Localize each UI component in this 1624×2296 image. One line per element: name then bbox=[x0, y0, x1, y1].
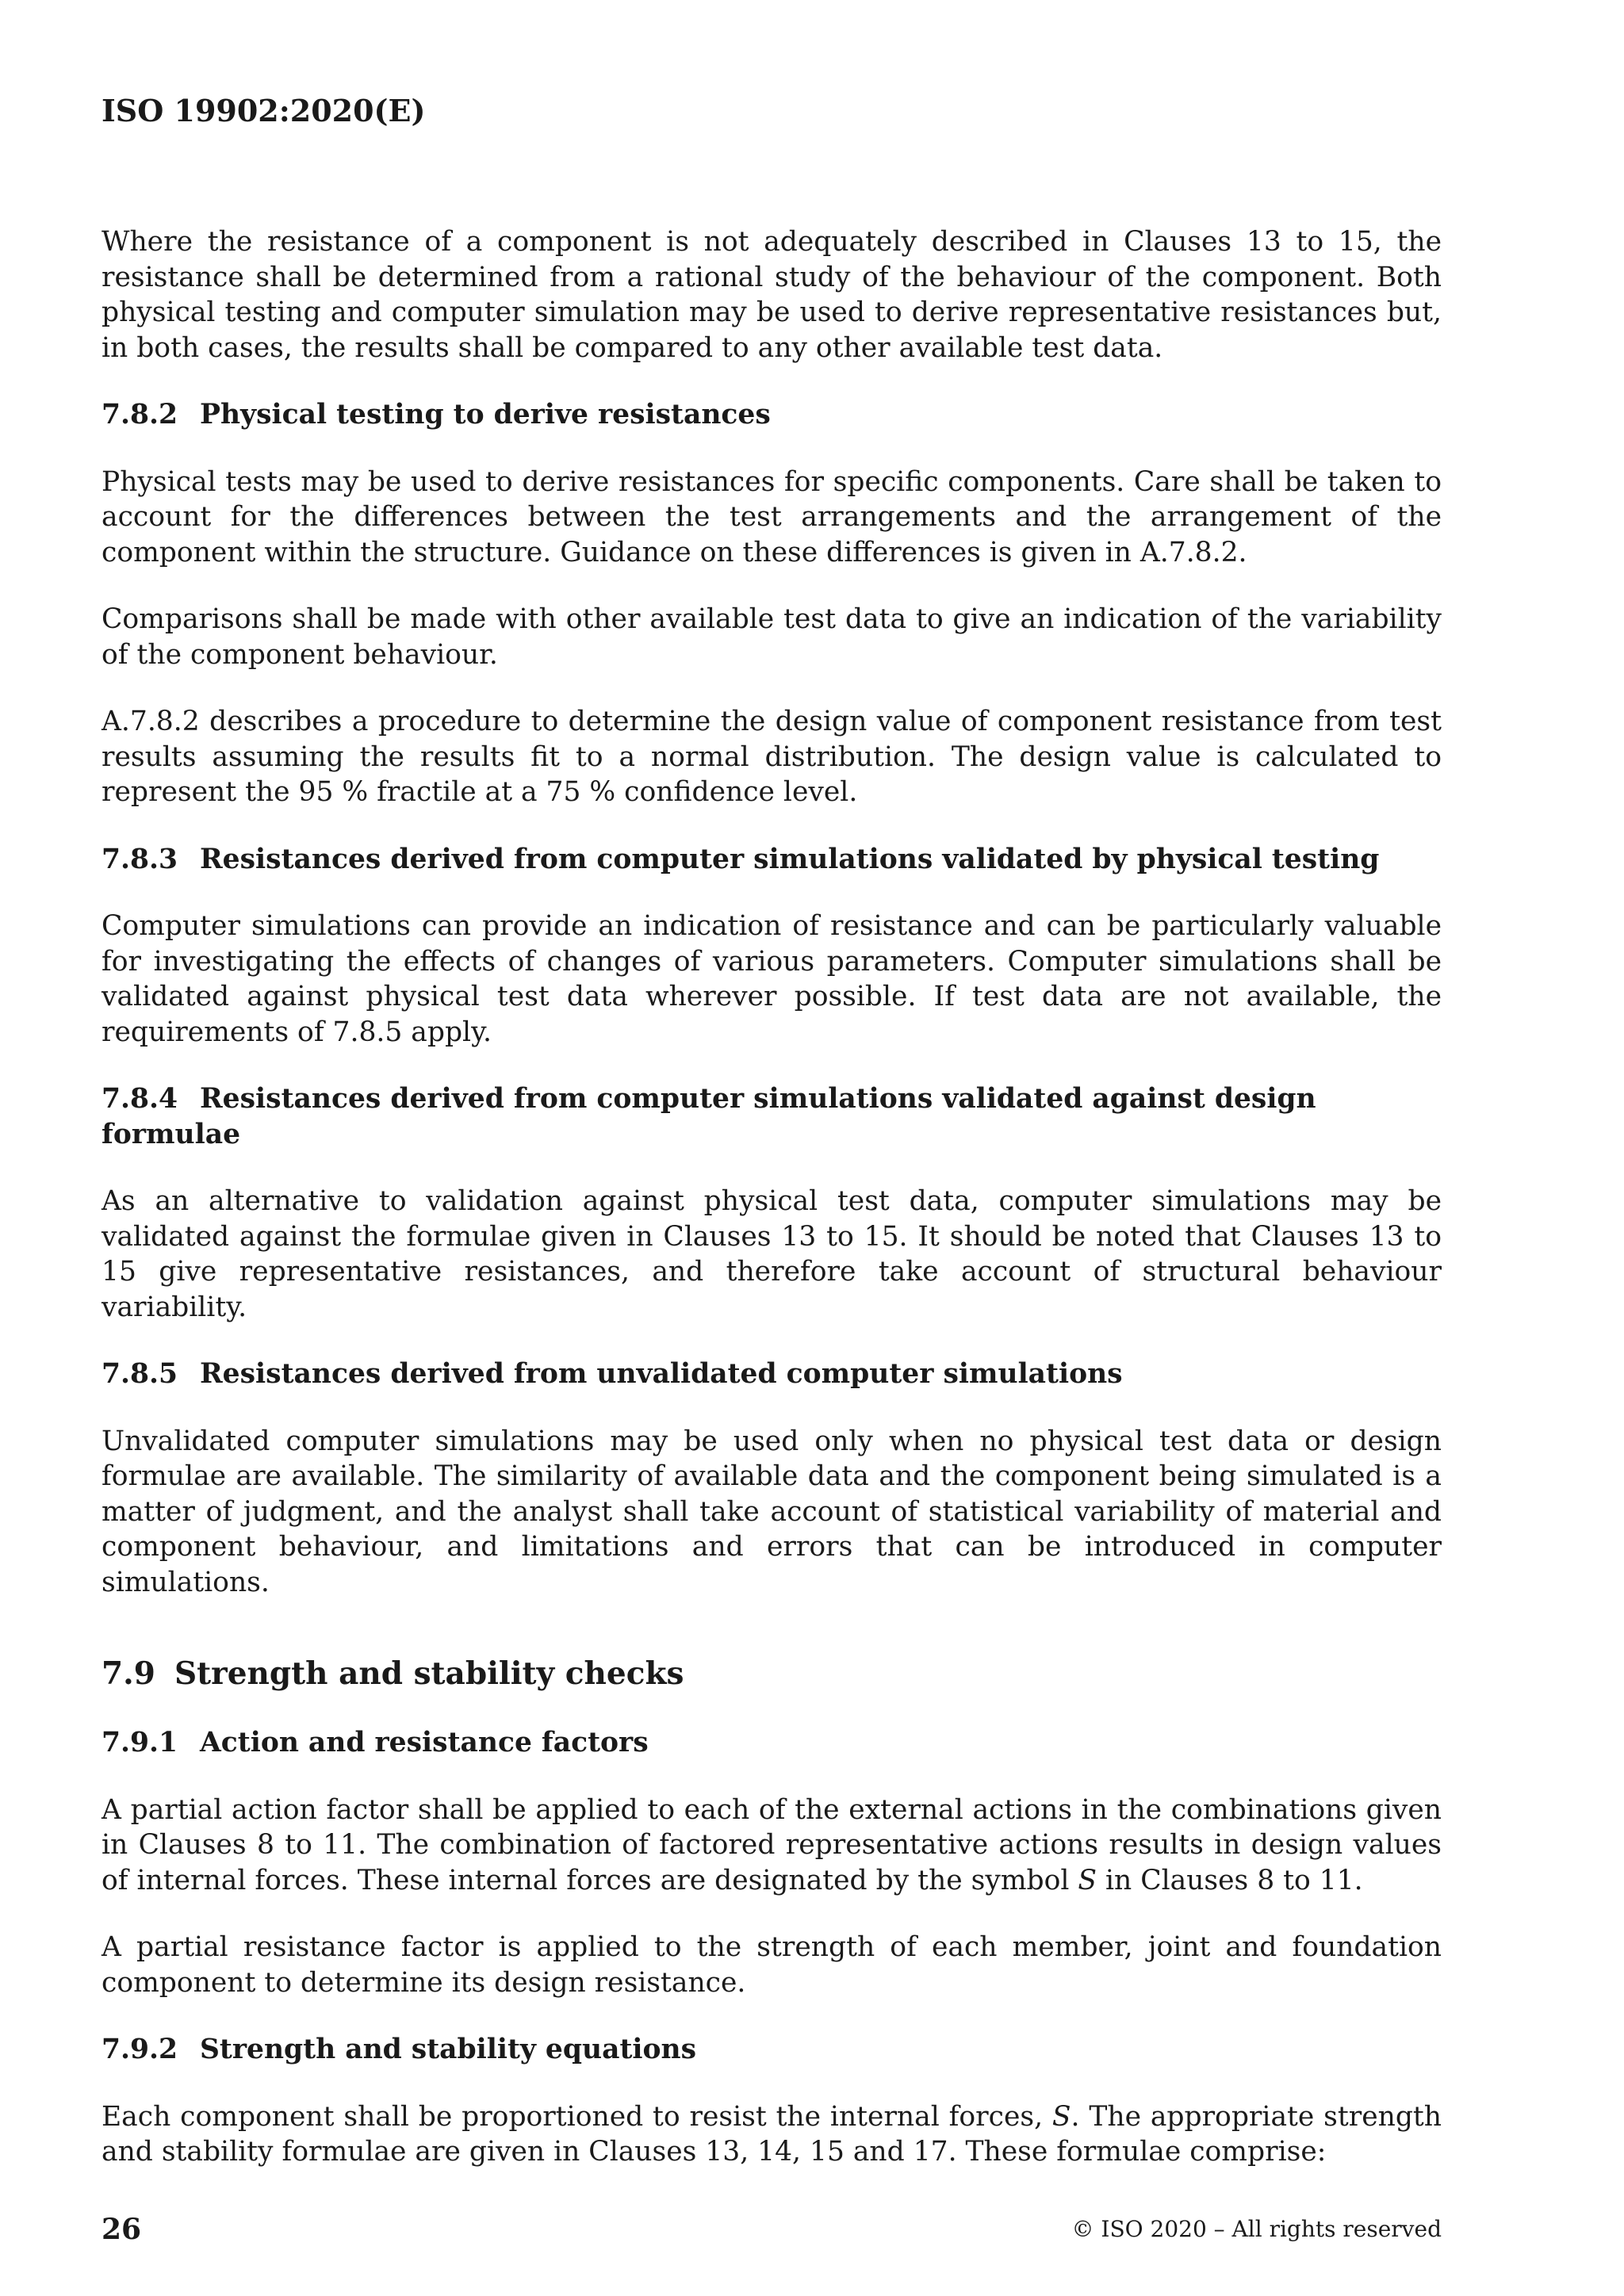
clause-title: Resistances derived from computer simulations validated by physical testing bbox=[200, 843, 1380, 875]
clause-number: 7.8.3 bbox=[102, 843, 178, 875]
subclause-heading-7-8-2 bbox=[102, 397, 1442, 433]
clause-title: Strength and stability checks bbox=[174, 1655, 684, 1692]
paragraph: A.7.8.2 describes a procedure to determine the design value of component resistance from test results assuming the results fit to a normal distribution. The design value is calculated to represent the 95 % fractile at a 75 % confidence level. bbox=[102, 706, 1442, 808]
clause-number: 7.8.2 bbox=[102, 399, 178, 430]
clause-title: Physical testing to derive resistances bbox=[200, 399, 771, 430]
document-header: ISO 19902:2020(E) bbox=[102, 93, 426, 128]
paragraph: Comparisons shall be made with other available test data to give an indication of the variability of the component behaviour. bbox=[102, 603, 1442, 671]
document-body bbox=[102, 224, 1442, 2202]
subclause-heading-7-8-4 bbox=[102, 1081, 1442, 1152]
symbol-s: S bbox=[1051, 2100, 1071, 2133]
subclause-heading-7-9-1 bbox=[102, 1725, 1442, 1761]
paragraph: Unvalidated computer simulations may be used only when no physical test data or design formulae are available. The similarity of available data and the component being simulated is a matter of judgment, and the analyst shall take account of statistical variability of material and component behaviour, and limitations and errors that can be introduced in computer simulations. bbox=[102, 1425, 1442, 1598]
paragraph: Physical tests may be used to derive resistances for specific components. Care shall be taken to account for the differences between the test arrangements and the arrangement of the component within the structure. Guidance on these differences is given in A.7.8.2. bbox=[102, 465, 1442, 568]
paragraph bbox=[102, 1793, 1442, 1899]
clause-title: Resistances derived from unvalidated computer simulations bbox=[200, 1358, 1123, 1390]
clause-number: 7.9 bbox=[102, 1655, 155, 1692]
clause-number: 7.8.4 bbox=[102, 1083, 178, 1115]
subclause-heading-7-8-3 bbox=[102, 842, 1442, 878]
subclause-heading-7-8-5 bbox=[102, 1357, 1442, 1392]
paragraph: A partial resistance factor is applied to the strength of each member, joint and foundation component to determine its design resistance. bbox=[102, 1931, 1442, 1999]
symbol-s: S bbox=[1078, 1864, 1097, 1896]
text-run: Each component shall be proportioned to resist the internal forces, bbox=[102, 2100, 1052, 2133]
clause-title: Strength and stability equations bbox=[200, 2034, 697, 2065]
clause-number: 7.8.5 bbox=[102, 1358, 178, 1390]
text-run: . The appropriate strength and stability formulae are given in Clauses 13, 14, 15 and 17. These formulae comprise: bbox=[102, 2100, 1442, 2168]
clause-heading-7-9 bbox=[102, 1654, 1442, 1693]
page-number: 26 bbox=[102, 2213, 142, 2246]
paragraph: Computer simulations can provide an indication of resistance and can be particularly valuable for investigating the effects of changes of various parameters. Computer simulations shall be validated against physical test data wherever possible. If test data are not available, the requirements of 7.8.5 apply. bbox=[102, 910, 1442, 1048]
paragraph: As an alternative to validation against physical test data, computer simulations may be validated against the formulae given in Clauses 13 to 15. It should be noted that Clauses 13 to 15 give representative resistances, and therefore take account of structural behaviour variability. bbox=[102, 1185, 1442, 1323]
text-run: in Clauses 8 to 11. bbox=[1097, 1864, 1363, 1896]
subclause-heading-7-9-2 bbox=[102, 2032, 1442, 2068]
paragraph bbox=[102, 2099, 1442, 2170]
copyright-notice: © ISO 2020 – All rights reserved bbox=[1071, 2216, 1442, 2242]
clause-number: 7.9.1 bbox=[102, 1727, 178, 1758]
text-run: A partial action factor shall be applied to each of the external actions in the combinations given in Clauses 8 to 11. The combination of factored representative actions results in design values of internal forces. These internal forces are designated by the symbol bbox=[102, 1793, 1442, 1896]
clause-title: Resistances derived from computer simulations validated against design formulae bbox=[102, 1083, 1316, 1150]
clause-number: 7.9.2 bbox=[102, 2034, 178, 2065]
clause-title: Action and resistance factors bbox=[200, 1727, 649, 1758]
paragraph: Where the resistance of a component is not adequately described in Clauses 13 to 15, the resistance shall be determined from a rational study of the behaviour of the component. Both physical testing and computer simulation may be used to derive representative resistances but, in both cases, the results shall be compared to any other available test data. bbox=[102, 226, 1442, 364]
